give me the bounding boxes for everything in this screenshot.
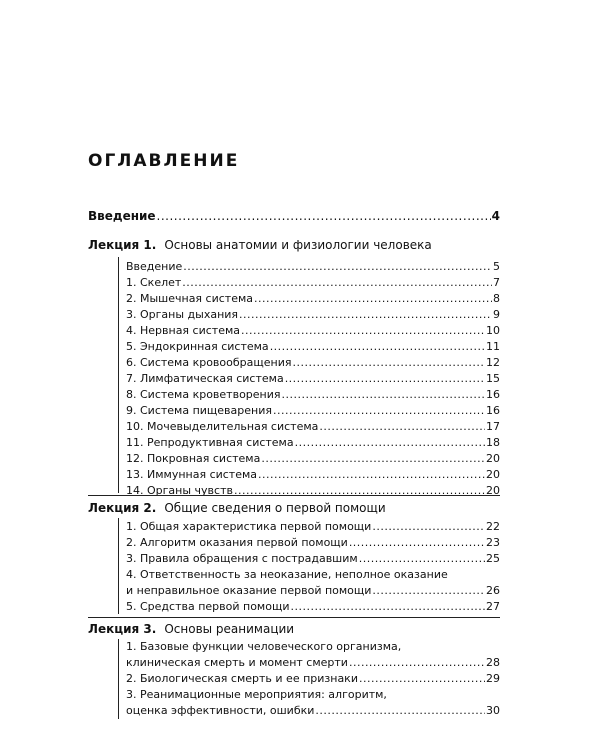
toc-entry-page: 9	[493, 308, 500, 321]
toc-intro-page: 4	[491, 209, 500, 223]
toc-entry-page: 29	[486, 672, 500, 685]
toc-entry[interactable]	[126, 583, 500, 599]
lecture-2-title: Общие сведения о первой помощи	[164, 501, 386, 515]
toc-entry-text: 7. Лимфатическая система	[126, 372, 284, 385]
dot-leader	[292, 355, 485, 371]
toc-entry[interactable]	[126, 403, 500, 419]
toc-entry[interactable]	[126, 387, 500, 403]
dot-leader	[254, 291, 492, 307]
toc-entry[interactable]	[126, 519, 500, 535]
toc-intro-label: Введение	[88, 209, 156, 223]
dot-leader	[349, 535, 485, 551]
dot-leader	[319, 419, 485, 435]
toc-entry-text: 10. Мочевыделительная система	[126, 420, 319, 433]
toc-entry-text: и неправильное оказание первой помощи	[126, 584, 372, 597]
dot-leader	[183, 259, 492, 275]
section-divider	[88, 617, 500, 618]
lecture-2-bracket	[118, 518, 119, 614]
dot-leader	[359, 671, 485, 687]
toc-entry[interactable]	[126, 671, 500, 687]
toc-entry-page: 17	[486, 420, 500, 433]
toc-entry-page: 25	[486, 552, 500, 565]
toc-entry-text: 6. Система кровообращения	[126, 356, 292, 369]
toc-entry-text: 3. Правила обращения с пострадавшим	[126, 552, 358, 565]
dot-leader	[241, 323, 485, 339]
toc-entry-page: 23	[486, 536, 500, 549]
toc-entry-text: 5. Средства первой помощи	[126, 600, 290, 613]
dot-leader	[359, 551, 485, 567]
dot-leader	[282, 387, 485, 403]
dot-leader	[258, 467, 485, 483]
toc-entry-text: 11. Репродуктивная система	[126, 436, 294, 449]
toc-entry-text: 12. Покровная система	[126, 452, 261, 465]
dot-leader	[270, 339, 485, 355]
dot-leader	[315, 703, 485, 719]
toc-entry[interactable]	[126, 435, 500, 451]
dot-leader	[157, 209, 491, 223]
toc-entry[interactable]	[126, 451, 500, 467]
toc-entry[interactable]	[126, 259, 500, 275]
dot-leader	[372, 519, 485, 535]
toc-entry[interactable]	[126, 307, 500, 323]
toc-entry-text: 8. Система кроветворения	[126, 388, 281, 401]
toc-entry-page: 7	[493, 276, 500, 289]
lecture-3-label: Лекция 3.	[88, 622, 157, 636]
toc-entry[interactable]	[126, 467, 500, 483]
dot-leader	[295, 435, 485, 451]
toc-entry-page: 16	[486, 404, 500, 417]
toc-entry-page: 20	[486, 452, 500, 465]
toc-entry[interactable]	[126, 419, 500, 435]
toc-entry[interactable]	[126, 599, 500, 615]
toc-entry-page: 10	[486, 324, 500, 337]
lecture-2-entries	[126, 519, 500, 615]
toc-entry-page: 27	[486, 600, 500, 613]
toc-entry-text: 5. Эндокринная система	[126, 340, 269, 353]
dot-leader	[285, 371, 485, 387]
toc-intro-entry[interactable]	[88, 209, 500, 223]
lecture-3-entries	[126, 639, 500, 719]
toc-entry-text: 2. Мышечная система	[126, 292, 254, 305]
toc-entry-text: Введение	[126, 260, 183, 273]
lecture-3-title: Основы реанимации	[164, 622, 295, 636]
toc-entry[interactable]	[126, 535, 500, 551]
dot-leader	[349, 655, 485, 671]
lecture-2-label: Лекция 2.	[88, 501, 157, 515]
toc-entry-text: 2. Биологическая смерть и ее признаки	[126, 672, 358, 685]
toc-entry-text: 1. Общая характеристика первой помощи	[126, 520, 372, 533]
page-title: ОГЛАВЛЕНИЕ	[88, 151, 240, 171]
toc-entry-page: 22	[486, 520, 500, 533]
toc-entry-page: 20	[486, 484, 500, 497]
toc-entry-page: 16	[486, 388, 500, 401]
toc-entry[interactable]	[126, 339, 500, 355]
toc-entry-page: 30	[486, 704, 500, 717]
lecture-3-bracket	[118, 639, 119, 719]
dot-leader	[239, 307, 492, 323]
lecture-1-entries	[126, 259, 500, 499]
dot-leader	[261, 451, 485, 467]
lecture-1-label: Лекция 1.	[88, 238, 157, 252]
toc-entry-text: 4. Нервная система	[126, 324, 241, 337]
toc-entry-page: 12	[486, 356, 500, 369]
toc-entry-page: 26	[486, 584, 500, 597]
toc-entry-page: 11	[486, 340, 500, 353]
lecture-1-heading[interactable]	[88, 238, 432, 252]
toc-entry-page: 28	[486, 656, 500, 669]
toc-entry-text: 14. Органы чувств	[126, 484, 233, 497]
lecture-2-heading[interactable]	[88, 501, 386, 515]
toc-entry-page: 20	[486, 468, 500, 481]
toc-entry-page: 8	[493, 292, 500, 305]
toc-entry[interactable]	[126, 371, 500, 387]
lecture-1-bracket	[118, 257, 119, 493]
lecture-3-heading[interactable]	[88, 622, 294, 636]
toc-entry-page: 5	[493, 260, 500, 273]
toc-entry-text: 13. Иммунная система	[126, 468, 258, 481]
toc-entry[interactable]	[126, 291, 500, 307]
toc-entry-text: 3. Органы дыхания	[126, 308, 239, 321]
toc-entry[interactable]	[126, 483, 500, 499]
toc-entry-page: 18	[486, 436, 500, 449]
toc-entry-text: клиническая смерть и момент смерти	[126, 656, 348, 669]
dot-leader	[290, 599, 485, 615]
toc-entry-text: 1. Скелет	[126, 276, 182, 289]
dot-leader	[182, 275, 492, 291]
toc-entry[interactable]	[126, 275, 500, 291]
toc-entry-text: оценка эффективности, ошибки	[126, 704, 315, 717]
section-divider	[88, 495, 500, 496]
toc-entry-first-line[interactable]: 4. Ответственность за неоказание, неполное оказание	[126, 568, 448, 581]
toc-entry-first-line[interactable]: 1. Базовые функции человеческого организма,	[126, 640, 402, 653]
toc-entry-text: 2. Алгоритм оказания первой помощи	[126, 536, 348, 549]
toc-entry[interactable]	[126, 655, 500, 671]
dot-leader	[273, 403, 485, 419]
toc-entry[interactable]	[126, 355, 500, 371]
toc-entry[interactable]	[126, 323, 500, 339]
toc-entry[interactable]	[126, 703, 500, 719]
lecture-1-title: Основы анатомии и физиологии человека	[164, 238, 432, 252]
toc-entry-page: 15	[486, 372, 500, 385]
dot-leader	[372, 583, 485, 599]
toc-entry[interactable]	[126, 551, 500, 567]
toc-entry-first-line[interactable]: 3. Реанимационные мероприятия: алгоритм,	[126, 688, 387, 701]
dot-leader	[234, 483, 485, 499]
toc-entry-text: 9. Система пищеварения	[126, 404, 272, 417]
